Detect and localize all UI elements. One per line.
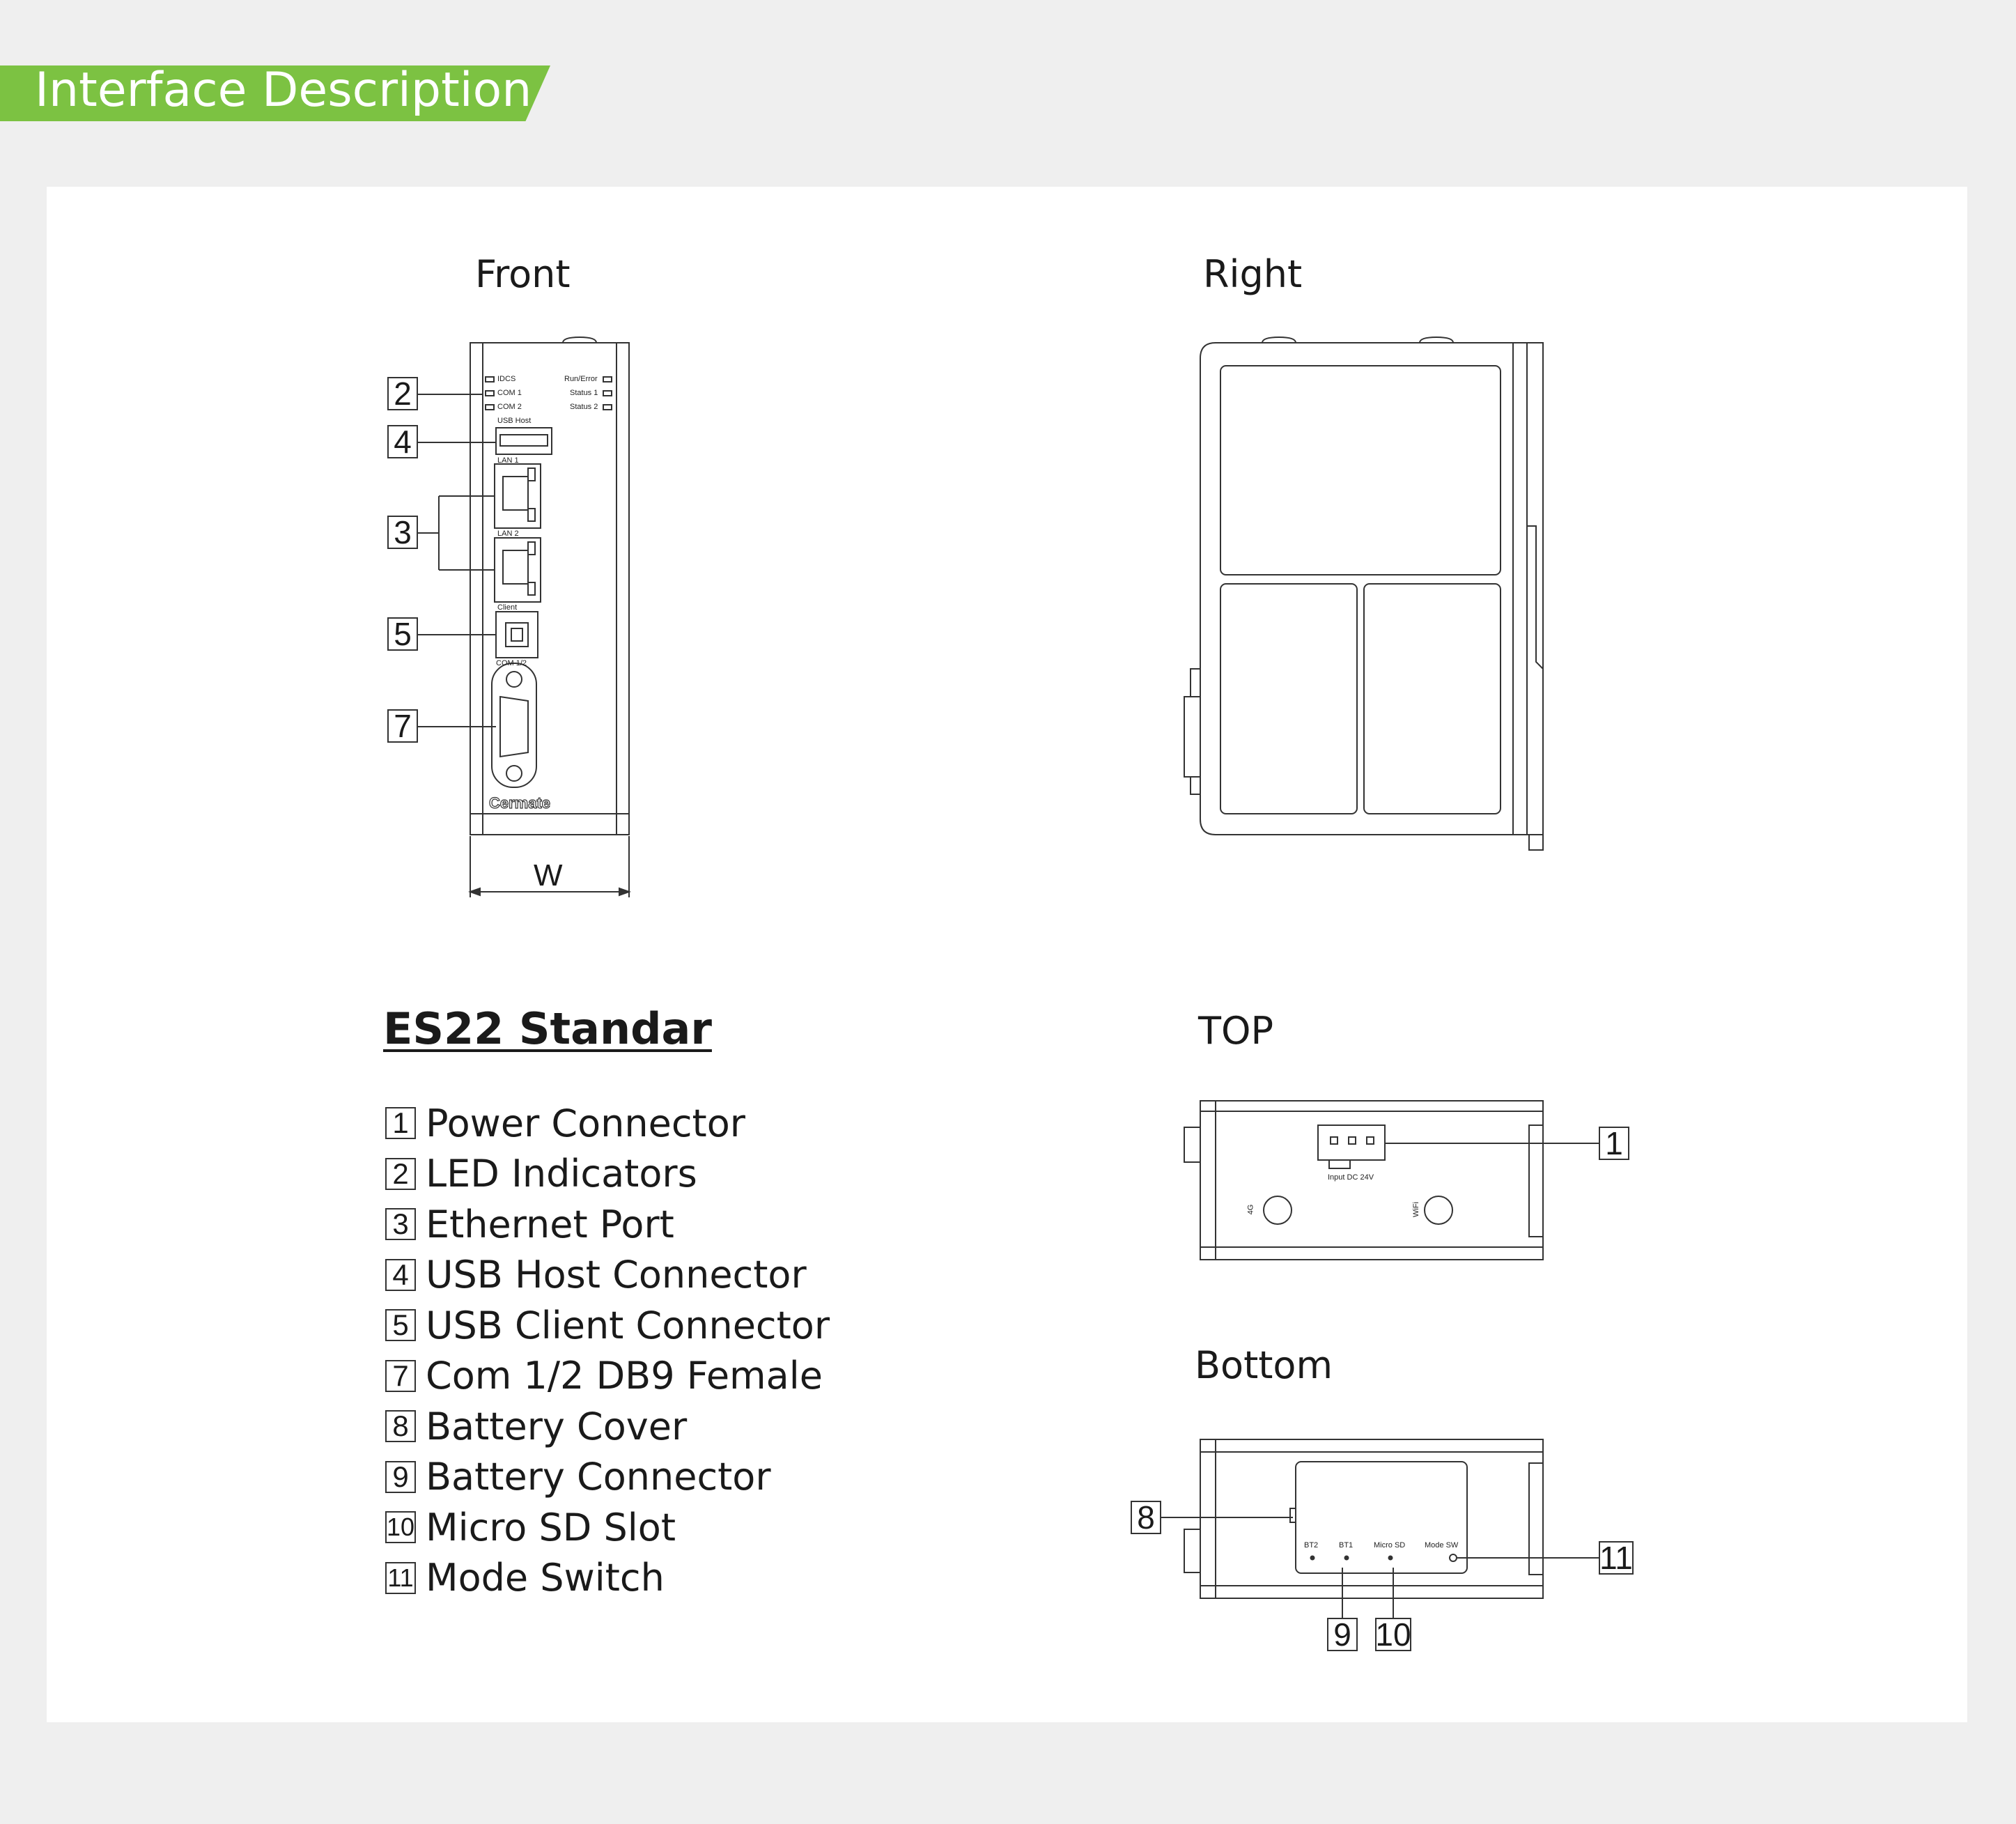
bt2-label: BT2	[1304, 1541, 1319, 1549]
com-label: COM 1/2	[496, 659, 527, 667]
width-dimension-label: W	[534, 858, 563, 892]
front-view-title: Front	[475, 252, 571, 296]
legend-number: 7	[385, 1360, 416, 1392]
bottom-view-title: Bottom	[1195, 1343, 1333, 1387]
legend-number: 8	[385, 1410, 416, 1442]
legend-item	[385, 1502, 830, 1553]
bottom-view-drawing	[1161, 1439, 1599, 1618]
callout-9: 9	[1327, 1618, 1358, 1651]
led-label-com2: COM 2	[497, 403, 522, 411]
legend-number: 2	[385, 1158, 416, 1190]
callout-3: 3	[387, 516, 418, 549]
legend-label: Mode Switch	[426, 1556, 665, 1600]
brand-logo: Cermate	[489, 794, 551, 812]
lan1-label: LAN 1	[497, 456, 519, 465]
callout-2: 2	[387, 377, 418, 410]
legend-number: 1	[385, 1107, 416, 1139]
led-label-status1: Status 1	[570, 389, 598, 397]
callout-10: 10	[1375, 1616, 1411, 1653]
legend-label: Micro SD Slot	[426, 1505, 676, 1549]
legend-number: 5	[385, 1309, 416, 1341]
mode-sw-label: Mode SW	[1425, 1541, 1459, 1549]
right-view-drawing	[1184, 337, 1543, 850]
legend-number: 10	[385, 1511, 416, 1543]
led-label-status2: Status 2	[570, 403, 598, 411]
legend-item	[385, 1199, 830, 1250]
antenna-4g-label: 4G	[1246, 1204, 1255, 1215]
lan2-label: LAN 2	[497, 530, 519, 538]
led-label-idcs: IDCS	[497, 375, 516, 383]
page-title: Interface Description	[35, 63, 532, 118]
power-input-label: Input DC 24V	[1328, 1173, 1374, 1182]
usb-host-label: USB Host	[497, 417, 532, 425]
legend-label: Battery Connector	[426, 1455, 771, 1499]
legend-label: USB Client Connector	[426, 1303, 830, 1347]
legend-number: 4	[385, 1259, 416, 1291]
top-view-title: TOP	[1198, 1009, 1274, 1053]
legend-item	[385, 1098, 830, 1149]
legend-item	[385, 1553, 830, 1604]
legend-label: Battery Cover	[426, 1404, 688, 1448]
callout-8: 8	[1131, 1501, 1161, 1534]
legend-label: Power Connector	[426, 1101, 745, 1145]
callout-7: 7	[387, 709, 418, 743]
callout-11: 11	[1599, 1540, 1633, 1576]
legend-item	[385, 1300, 830, 1351]
legend-item	[385, 1351, 830, 1402]
legend-number: 3	[385, 1208, 416, 1240]
top-view-drawing	[1184, 1101, 1599, 1260]
legend-item	[385, 1250, 830, 1301]
legend-number: 9	[385, 1461, 416, 1493]
legend-label: USB Host Connector	[426, 1253, 807, 1297]
micro-sd-label: Micro SD	[1374, 1541, 1406, 1549]
led-label-run-error: Run/Error	[564, 375, 598, 383]
callout-5: 5	[387, 617, 418, 651]
legend-list	[385, 1098, 830, 1603]
legend-label: LED Indicators	[426, 1152, 697, 1196]
client-label: Client	[497, 603, 518, 612]
legend-label: Com 1/2 DB9 Female	[426, 1354, 823, 1398]
led-label-com1: COM 1	[497, 389, 522, 397]
bt1-label: BT1	[1339, 1541, 1354, 1549]
legend-label: Ethernet Port	[426, 1202, 674, 1246]
legend-item	[385, 1149, 830, 1200]
right-view-title: Right	[1203, 252, 1303, 296]
legend-item	[385, 1452, 830, 1503]
legend-item	[385, 1401, 830, 1452]
antenna-wifi-label: WiFi	[1412, 1202, 1420, 1217]
model-section-title: ES22 Standar	[383, 1003, 712, 1054]
callout-1: 1	[1599, 1127, 1629, 1160]
callout-4: 4	[387, 425, 418, 458]
legend-number: 11	[385, 1562, 416, 1594]
